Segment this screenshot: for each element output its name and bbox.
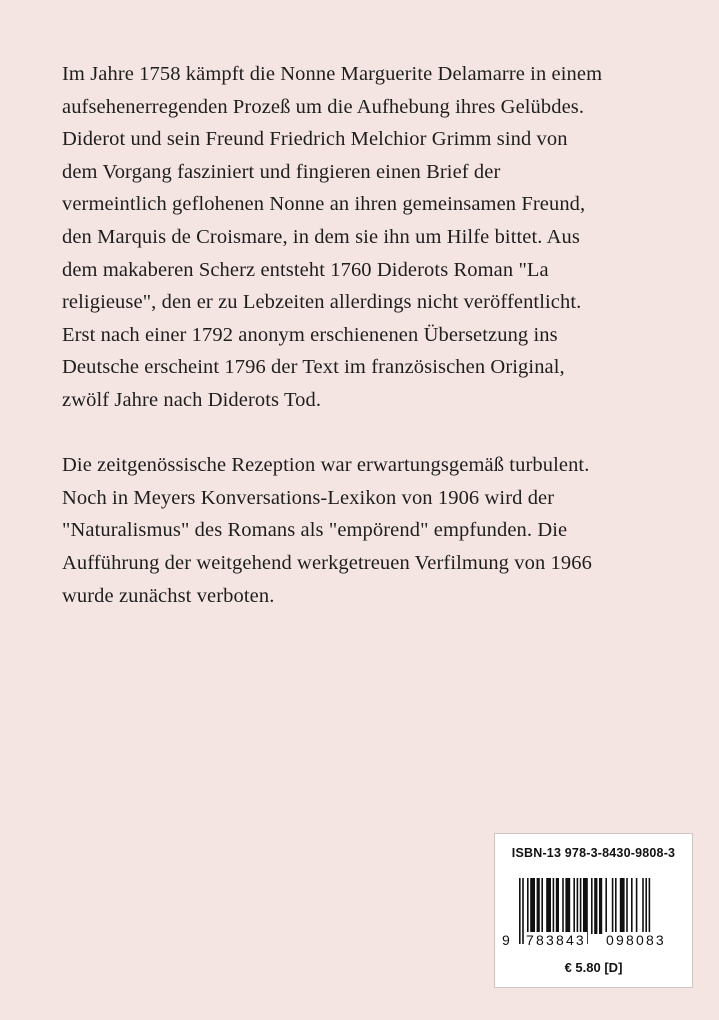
barcode-bar — [612, 878, 614, 934]
barcode-bar — [565, 878, 570, 934]
text-line: vermeintlich geflohenen Nonne an ihren gemeinsamen Freund, — [62, 193, 586, 216]
barcode-bar — [626, 878, 628, 934]
text-line: den Marquis de Croismare, in dem sie ihn um Hilfe bittet. Aus — [62, 225, 580, 248]
barcode-bar — [642, 878, 644, 934]
barcode-bar — [620, 878, 625, 934]
text-line: religieuse", den er zu Lebzeiten allerdings nicht veröffentlicht. — [62, 291, 582, 314]
text-line: Aufführung der weitgehend werkgetreuen Verfilmung von 1966 — [62, 551, 592, 574]
barcode-bar — [594, 878, 597, 934]
text-line: aufsehenerregenden Prozeß um die Aufhebung ihres Gelübdes. — [62, 95, 585, 118]
barcode-digits — [495, 932, 692, 948]
back-cover-blurb — [62, 58, 682, 612]
text-line: "Naturalismus" des Romans als "empörend" empfunden. Die — [62, 519, 568, 542]
barcode-bar — [615, 878, 617, 934]
barcode-bar — [530, 878, 535, 934]
barcode-bar — [562, 878, 564, 934]
text-line: Diderot und sein Freund Friedrich Melchior Grimm sind von — [62, 128, 568, 151]
barcode-bar — [636, 878, 638, 934]
text-line: zwölf Jahre nach Diderots Tod. — [62, 388, 322, 411]
isbn-number: ISBN-13 978-3-8430-9808-3 — [511, 846, 676, 860]
text-line: Deutsche erscheint 1796 der Text im französischen Original, — [62, 356, 565, 379]
barcode-bar — [645, 878, 647, 934]
barcode-bar — [599, 878, 602, 934]
text-line: wurde zunächst verboten. — [62, 584, 275, 607]
barcode-bar — [546, 878, 551, 934]
blurb-paragraph-2 — [62, 449, 682, 612]
barcode-bar — [541, 878, 543, 934]
barcode-bar — [605, 878, 607, 934]
barcode-bar — [573, 878, 575, 934]
price-label: € 5.80 [D] — [564, 960, 623, 975]
barcode-bar — [553, 878, 555, 934]
barcode-bar — [537, 878, 540, 934]
text-line: Die zeitgenössische Rezeption war erwartungsgemäß turbulent. — [62, 454, 590, 477]
barcode-bar — [580, 878, 582, 934]
barcode-digits-left: 783843 — [526, 932, 586, 948]
blurb-paragraph-1 — [62, 58, 682, 417]
text-line: dem Vorgang fasziniert und fingieren einen Brief der — [62, 160, 501, 183]
barcode-bar — [527, 878, 529, 934]
isbn-barcode-label — [494, 833, 693, 988]
barcode-bar — [556, 878, 559, 934]
text-line: dem makaberen Scherz entsteht 1760 Diderots Roman "La — [62, 258, 549, 281]
text-line: Noch in Meyers Konversations-Lexikon von 1906 wird der — [62, 486, 555, 509]
barcode-bar — [591, 878, 593, 934]
text-line: Erst nach einer 1792 anonym erschienenen Übersetzung ins — [62, 323, 558, 346]
barcode-digits-right: 098083 — [606, 932, 666, 948]
text-line: Im Jahre 1758 kämpft die Nonne Marguerite Delamarre in einem — [62, 63, 603, 85]
barcode-bar — [631, 878, 633, 934]
barcode-bar — [577, 878, 579, 934]
barcode-digit-first: 9 — [502, 932, 510, 948]
